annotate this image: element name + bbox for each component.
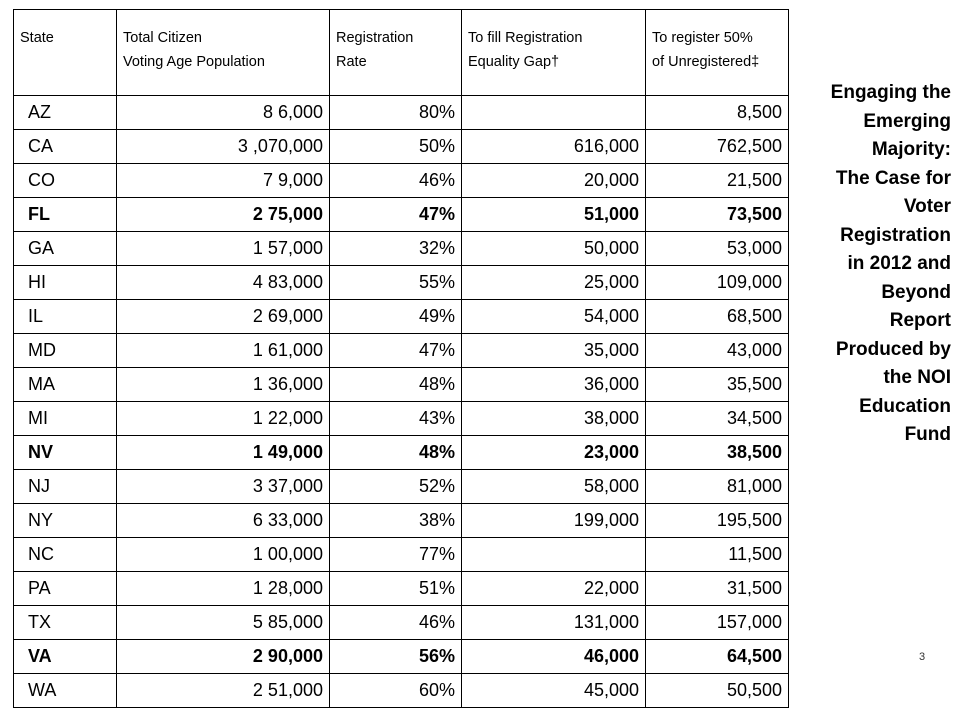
- page-number: 3: [918, 651, 926, 663]
- cell-register-half: 34,500: [646, 402, 789, 436]
- cell-state: PA: [14, 572, 117, 606]
- cell-registration-rate: 51%: [330, 572, 462, 606]
- cell-registration-rate: 52%: [330, 470, 462, 504]
- cell-register-half: 64,500: [646, 640, 789, 674]
- cell-equality-gap: 616,000: [462, 130, 646, 164]
- cell-registration-rate: 56%: [330, 640, 462, 674]
- cell-total-citizen-vap: 6 33,000: [117, 504, 330, 538]
- cell-registration-rate: 77%: [330, 538, 462, 572]
- cell-state: NJ: [14, 470, 117, 504]
- cell-total-citizen-vap: 1 22,000: [117, 402, 330, 436]
- table-row: [14, 96, 789, 130]
- cell-register-half: 762,500: [646, 130, 789, 164]
- cell-registration-rate: 47%: [330, 334, 462, 368]
- table-row: [14, 232, 789, 266]
- header-register-half-unregistered: [646, 10, 789, 96]
- cell-equality-gap: [462, 538, 646, 572]
- column-header-line: Registration: [336, 30, 414, 46]
- table-body: [14, 96, 789, 708]
- cell-total-citizen-vap: 1 61,000: [117, 334, 330, 368]
- cell-equality-gap: 50,000: [462, 232, 646, 266]
- table-row: [14, 606, 789, 640]
- cell-state: HI: [14, 266, 117, 300]
- cell-registration-rate: 48%: [330, 436, 462, 470]
- column-header-line: Total Citizen: [123, 30, 202, 46]
- cell-registration-rate: 32%: [330, 232, 462, 266]
- cell-register-half: 31,500: [646, 572, 789, 606]
- header-row: [14, 10, 789, 96]
- cell-total-citizen-vap: 8 6,000: [117, 96, 330, 130]
- cell-state: AZ: [14, 96, 117, 130]
- cell-registration-rate: 47%: [330, 198, 462, 232]
- table-row: [14, 402, 789, 436]
- cell-register-half: 35,500: [646, 368, 789, 402]
- cell-state: MI: [14, 402, 117, 436]
- cell-equality-gap: 23,000: [462, 436, 646, 470]
- cell-state: NV: [14, 436, 117, 470]
- cell-state: MA: [14, 368, 117, 402]
- cell-total-citizen-vap: 3 ,070,000: [117, 130, 330, 164]
- cell-state: GA: [14, 232, 117, 266]
- column-header-line: State: [20, 30, 54, 46]
- cell-registration-rate: 80%: [330, 96, 462, 130]
- voter-registration-table: [13, 9, 789, 708]
- table-row: [14, 300, 789, 334]
- table-row: [14, 130, 789, 164]
- cell-equality-gap: 38,000: [462, 402, 646, 436]
- cell-registration-rate: 60%: [330, 674, 462, 708]
- cell-registration-rate: 43%: [330, 402, 462, 436]
- cell-registration-rate: 46%: [330, 164, 462, 198]
- cell-equality-gap: 35,000: [462, 334, 646, 368]
- cell-equality-gap: 54,000: [462, 300, 646, 334]
- header-total-citizen-vap: [117, 10, 330, 96]
- cell-register-half: 50,500: [646, 674, 789, 708]
- column-header-line: To register 50%: [652, 30, 753, 46]
- column-header-line: Voting Age Population: [123, 54, 265, 70]
- cell-register-half: 73,500: [646, 198, 789, 232]
- cell-total-citizen-vap: 4 83,000: [117, 266, 330, 300]
- cell-equality-gap: 22,000: [462, 572, 646, 606]
- cell-equality-gap: 20,000: [462, 164, 646, 198]
- cell-state: VA: [14, 640, 117, 674]
- cell-state: IL: [14, 300, 117, 334]
- cell-registration-rate: 49%: [330, 300, 462, 334]
- cell-total-citizen-vap: 5 85,000: [117, 606, 330, 640]
- cell-registration-rate: 48%: [330, 368, 462, 402]
- cell-equality-gap: 36,000: [462, 368, 646, 402]
- cell-state: WA: [14, 674, 117, 708]
- cell-state: FL: [14, 198, 117, 232]
- report-side-title: Engaging the Emerging Majority: The Case for Voter Registration in 2012 and Beyond Report Produced by the NOI Education Fund: [830, 82, 951, 445]
- cell-state: TX: [14, 606, 117, 640]
- cell-equality-gap: 45,000: [462, 674, 646, 708]
- cell-state: CA: [14, 130, 117, 164]
- cell-register-half: 68,500: [646, 300, 789, 334]
- cell-registration-rate: 50%: [330, 130, 462, 164]
- table-row: [14, 674, 789, 708]
- cell-total-citizen-vap: 1 36,000: [117, 368, 330, 402]
- cell-registration-rate: 38%: [330, 504, 462, 538]
- cell-total-citizen-vap: 2 51,000: [117, 674, 330, 708]
- header-registration-rate: [330, 10, 462, 96]
- cell-register-half: 11,500: [646, 538, 789, 572]
- header-state: [14, 10, 117, 96]
- cell-total-citizen-vap: 2 69,000: [117, 300, 330, 334]
- cell-equality-gap: [462, 96, 646, 130]
- cell-equality-gap: 58,000: [462, 470, 646, 504]
- table-row: [14, 470, 789, 504]
- cell-register-half: 38,500: [646, 436, 789, 470]
- table-row: [14, 368, 789, 402]
- table-row: [14, 640, 789, 674]
- cell-total-citizen-vap: 2 90,000: [117, 640, 330, 674]
- cell-register-half: 157,000: [646, 606, 789, 640]
- cell-state: MD: [14, 334, 117, 368]
- table-row: [14, 436, 789, 470]
- cell-registration-rate: 55%: [330, 266, 462, 300]
- column-header-line: To fill Registration: [468, 30, 583, 46]
- header-equality-gap: [462, 10, 646, 96]
- cell-equality-gap: 131,000: [462, 606, 646, 640]
- cell-equality-gap: 25,000: [462, 266, 646, 300]
- cell-registration-rate: 46%: [330, 606, 462, 640]
- cell-total-citizen-vap: 1 49,000: [117, 436, 330, 470]
- cell-total-citizen-vap: 7 9,000: [117, 164, 330, 198]
- column-header-line: Rate: [336, 54, 367, 70]
- cell-total-citizen-vap: 1 00,000: [117, 538, 330, 572]
- cell-equality-gap: 199,000: [462, 504, 646, 538]
- cell-total-citizen-vap: 2 75,000: [117, 198, 330, 232]
- cell-register-half: 109,000: [646, 266, 789, 300]
- cell-state: CO: [14, 164, 117, 198]
- cell-register-half: 81,000: [646, 470, 789, 504]
- table-row: [14, 334, 789, 368]
- cell-total-citizen-vap: 1 57,000: [117, 232, 330, 266]
- table-row: [14, 538, 789, 572]
- cell-register-half: 53,000: [646, 232, 789, 266]
- column-header-line: of Unregistered‡: [652, 54, 760, 70]
- cell-state: NC: [14, 538, 117, 572]
- cell-total-citizen-vap: 3 37,000: [117, 470, 330, 504]
- cell-register-half: 8,500: [646, 96, 789, 130]
- table-row: [14, 164, 789, 198]
- table-row: [14, 504, 789, 538]
- table-row: [14, 572, 789, 606]
- cell-total-citizen-vap: 1 28,000: [117, 572, 330, 606]
- cell-equality-gap: 51,000: [462, 198, 646, 232]
- cell-register-half: 21,500: [646, 164, 789, 198]
- cell-equality-gap: 46,000: [462, 640, 646, 674]
- table-row: [14, 198, 789, 232]
- cell-register-half: 43,000: [646, 334, 789, 368]
- column-header-line: Equality Gap†: [468, 54, 560, 70]
- cell-state: NY: [14, 504, 117, 538]
- table-row: [14, 266, 789, 300]
- cell-register-half: 195,500: [646, 504, 789, 538]
